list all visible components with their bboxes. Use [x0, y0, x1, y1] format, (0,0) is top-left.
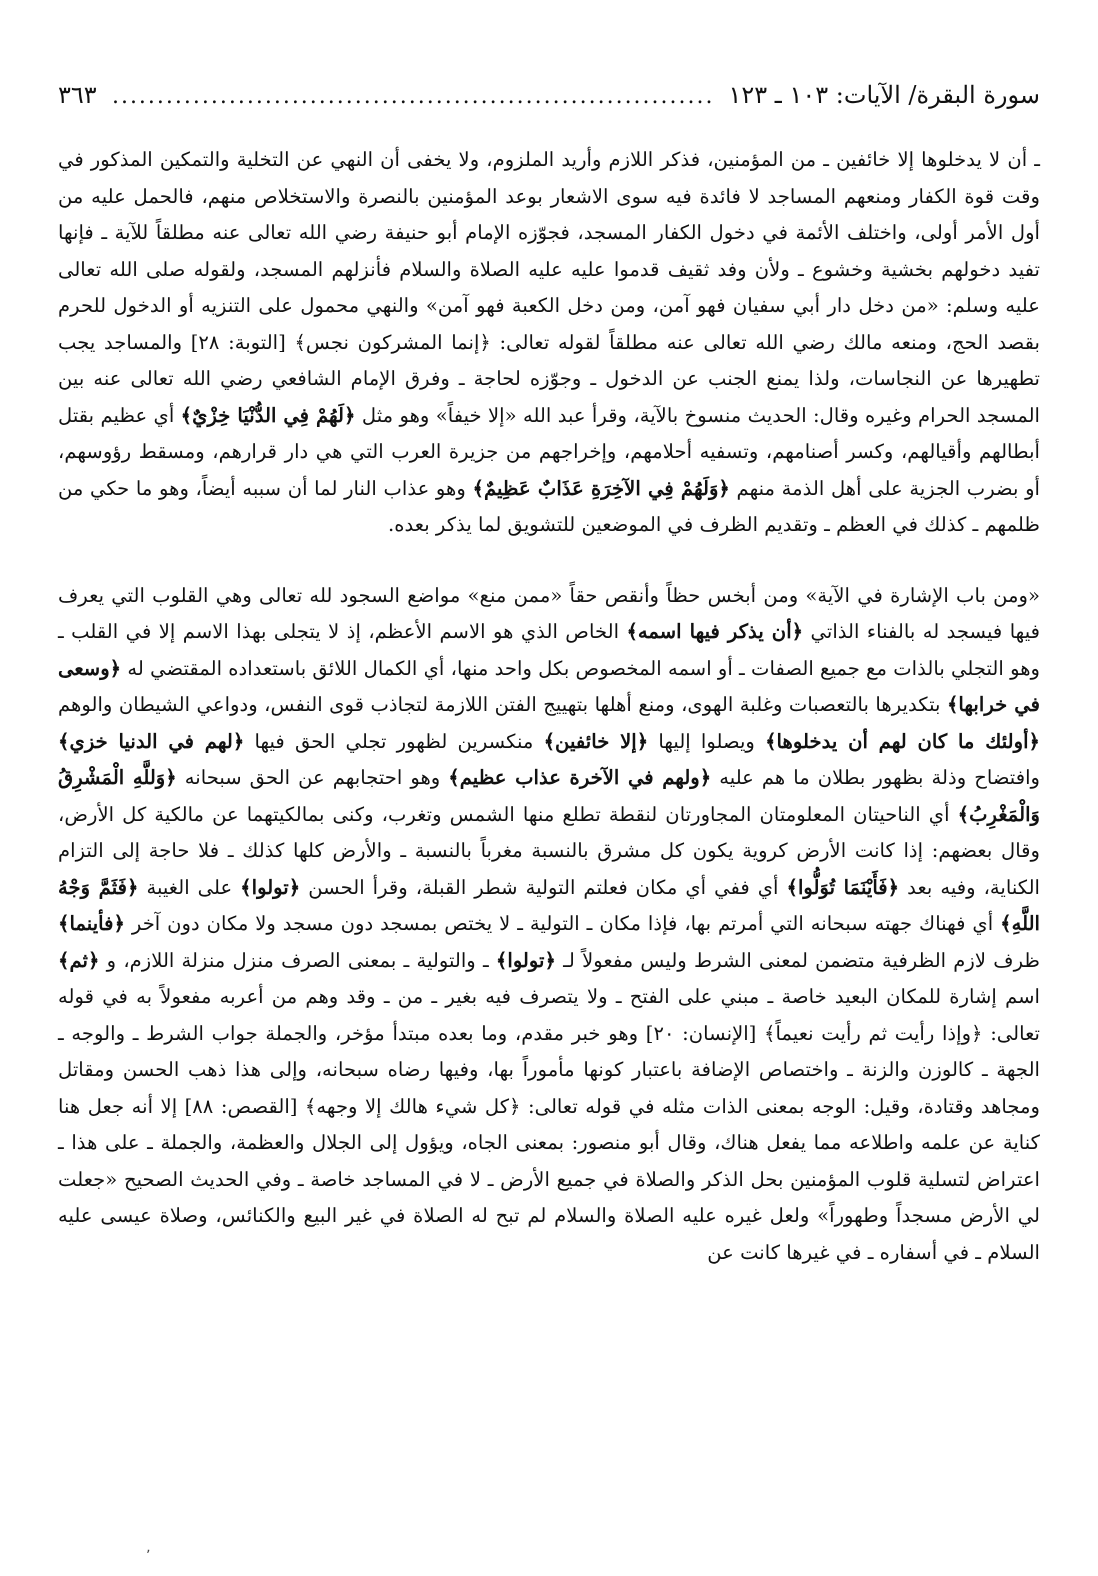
quran-quote: ﴿ولهم في الآخرة عذاب عظيم﴾ [448, 766, 712, 789]
text-segment: بتكديرها بالتعصبات وغلبة الهوى، ومنع أهلها بتهييج الفتن اللازمة لتجاذب قوى النفس، ودواعي الشيطان والوهم [58, 693, 947, 716]
quran-quote: ﴿إلا خائفين﴾ [543, 729, 649, 753]
quran-quote: ﴿لَهُمْ فِي الدُّنْيَا خِزْيٌ﴾ [180, 403, 356, 427]
tafsir-paragraph [58, 142, 1040, 544]
page-mark: ٬ [146, 1548, 151, 1564]
text-segment: وهو احتجابهم عن الحق سبحانه [176, 766, 449, 789]
text-segment: [التوبة: ٢٨] والمساجد يجب تطهيرها عن النجاسات، ولذا يمنع الجنب عن الدخول ـ وجوّزه لحاجة ـ وفرق الإمام الشافعي رضي الله تعالى عنه بين المسجد الحرام وغيره وقال: الحديث منسوخ بالآية، وقرأ عبد الله «إلا خيفاً» وهو مثل [58, 330, 1040, 427]
commentary-body [58, 142, 1040, 1271]
text-segment: الخاص الذي هو الاسم الأعظم، إذ لا يتجلى بهذا الاسم إلا في القلب ـ وهو التجلي بالذات مع جميع الصفات ـ أو اسمه المخصوص بكل واحد منها، أي الكمال اللائق باستعداده المقتضي له [58, 620, 1040, 680]
text-segment: ـ أن لا يدخلوها إلا خائفين ـ من المؤمنين، فذكر اللازم وأريد الملزوم، ولا يخفى أن النهي عن التخلية والتمكين المذكور في وقت قوة الكفار ومنعهم المساجد لا فائدة فيه سوى الاشعار بوعد المؤمنين بالنصرة والاستخلاص منهم، فالحمل عليه من أول الأمر أولى، واختلف الأئمة في دخول الكفار المسجد، فجوّزه الإمام أبو حنيفة رضي الله تعالى عنه مطلقاً للآية ـ فإنها تفيد دخولهم بخشية وخشوع ـ ولأن وفد ثقيف قدموا عليه عليه الصلاة والسلام فأنزلهم المسجد، ولقوله صلى الله تعالى عليه وسلم: «من دخل دار أبي سفيان فهو آمن، ومن دخل الكعبة فهو آمن» والنهي محمول على التنزيه أو الدخول للحرم بقصد الحج، ومنعه مالك رضي الله تعالى عنه مطلقاً لقوله تعالى: [58, 148, 1041, 354]
text-segment: وافتضاح وذلة بظهور بطلان ما هم عليه [711, 766, 1040, 789]
quran-quote: ﴿أن يذكر فيها اسمه﴾ [626, 620, 804, 643]
quran-quote: ﴿فَأَيْنَمَا تُوَلُّوا﴾ [786, 875, 900, 899]
quran-quote: ﴿وَللَّهِ الْمَشْرِقُ وَالْمَغْرِبُ﴾ [58, 766, 1040, 826]
text-segment: على الغيبة [138, 875, 241, 899]
text-segment: ـ والتولية ـ بمعنى الصرف منزل منزلة اللازم، و [99, 948, 496, 972]
text-segment: [الإنسان: ٢٠] وهو خبر مقدم، وما بعده مبتدأ مؤخر، والجملة جواب الشرط ـ والوجه ـ الجهة ـ كالوزن والزنة ـ واختصاص الإضافة باعتبار كونها مأموراً بها، وفيها رضاه سبحانه، وإلى هذا ذهب الحسن ومقاتل ومجاهد وقتادة، وقيل: الوجه بمعنى الذات مثله في قوله تعالى: [58, 1021, 1040, 1118]
quran-quote: ﴿أولئك ما كان لهم أن يدخلوها﴾ [765, 729, 1040, 753]
surah-title: سورة البقرة/ الآيات: ١٠٣ ـ ١٢٣ [728, 81, 1040, 109]
text-segment: أي الناحيتان المعلومتان المجاورتان لنقطة تطلع منها الشمس وتغرب، وكنى بمالكيتهما عن مالكية كل الأرض، وقال بعضهم: إذا كانت الأرض كروية يكون كل مشرق بالنسبة مغرباً بالنسبة ـ والأرض كلها كذلك ـ فلا حاجة إلى التزام الكناية، وفيه بعد [58, 802, 1040, 899]
quran-quote: ﴿تولوا﴾ [495, 948, 556, 972]
text-segment: ﴿وإذا رأيت ثم رأيت نعيماً﴾ [764, 1021, 983, 1045]
quran-quote: ﴿تولوا﴾ [240, 875, 301, 899]
text-segment: أي عظيم بقتل أبطالهم وأقيالهم، وكسر أصنامهم، وتسفيه أحلامهم، وإخراجهم من جزيرة العرب التي هي دار قرارهم، ومسقط رؤوسهم، أو بضرب الجزية على أهل الذمة منهم [58, 403, 1041, 500]
quran-quote: ﴿ثم﴾ [58, 948, 100, 972]
text-segment: ظرف لازم الظرفية متضمن لمعنى الشرط وليس مفعولاً لـ [555, 948, 1040, 972]
quran-quote: ﴿فأينما﴾ [58, 912, 125, 935]
text-segment: ويصلوا إليها [648, 729, 766, 753]
text-segment: وهو عذاب النار لما أن سببه أيضاً، وهو ما حكي من ظلمهم ـ كذلك في العظم ـ وتقديم الظرف في الموضعين للتشويق لما يذكر بعده. [58, 476, 1040, 536]
page-number: ٣٦٣ [58, 81, 97, 109]
dot-leader: ................................................................... [111, 84, 715, 109]
quran-quote: ﴿وسعى في خرابها﴾ [58, 656, 1041, 716]
quran-quote: ﴿لهم في الدنيا خزي﴾ [58, 729, 245, 753]
text-segment: ﴿إنما المشركون نجس﴾ [294, 330, 491, 354]
running-header [58, 78, 1040, 118]
text-segment: «ومن باب الإشارة في الآية» ومن أبخس حظاً وأنقص حقاً «ممن منع» مواضع السجود لله تعالى وهي القلوب التي يعرف فيها فيسجد له بالفناء الذاتي [58, 583, 1040, 643]
quran-quote: ﴿وَلَهُمْ فِي الآخِرَةِ عَذَابٌ عَظِيمٌ﴾ [472, 476, 730, 500]
text-segment: أي فهناك جهته سبحانه التي أمرتم بها، فإذا مكان ـ التولية ـ لا يختص بمسجد دون مسجد ولا مكان دون آخر [124, 912, 1001, 935]
text-segment: منكسرين لظهور تجلي الحق فيها [244, 729, 544, 753]
text-segment: أي ففي أي مكان فعلتم التولية شطر القبلة، وقرأ الحسن [300, 875, 787, 899]
quran-quote: ﴿فَثَمَّ وَجْهُ اللَّهِ﴾ [58, 875, 1040, 935]
ishara-paragraph [58, 578, 1040, 1272]
text-segment: [القصص: ٨٨] إلا أنه جعل هنا كناية عن علمه واطلاعه مما يفعل هناك، وقال أبو منصور: بمعنى الجاه، ويؤول إلى الجلال والعظمة، والجملة ـ على هذا ـ اعتراض لتسلية قلوب المؤمنين بحل الذكر والصلاة في جميع الأرض ـ لا في المساجد خاصة ـ وفي الحديث الصحيح «جعلت لي الأرض مسجداً وطهوراً» ولعل غيره عليه الصلاة والسلام لم تبح له الصلاة في غير البيع والكنائس، وصلاة عيسى عليه السلام ـ في أسفاره ـ في غيرها كانت عن [58, 1094, 1040, 1264]
text-segment: اسم إشارة للمكان البعيد خاصة ـ مبني على الفتح ـ ولا يتصرف فيه بغير ـ من ـ وقد وهم من أعربه مفعولاً به في قوله تعالى: [58, 985, 1040, 1045]
text-segment: ﴿كل شيء هالك إلا وجهه﴾ [304, 1094, 521, 1118]
